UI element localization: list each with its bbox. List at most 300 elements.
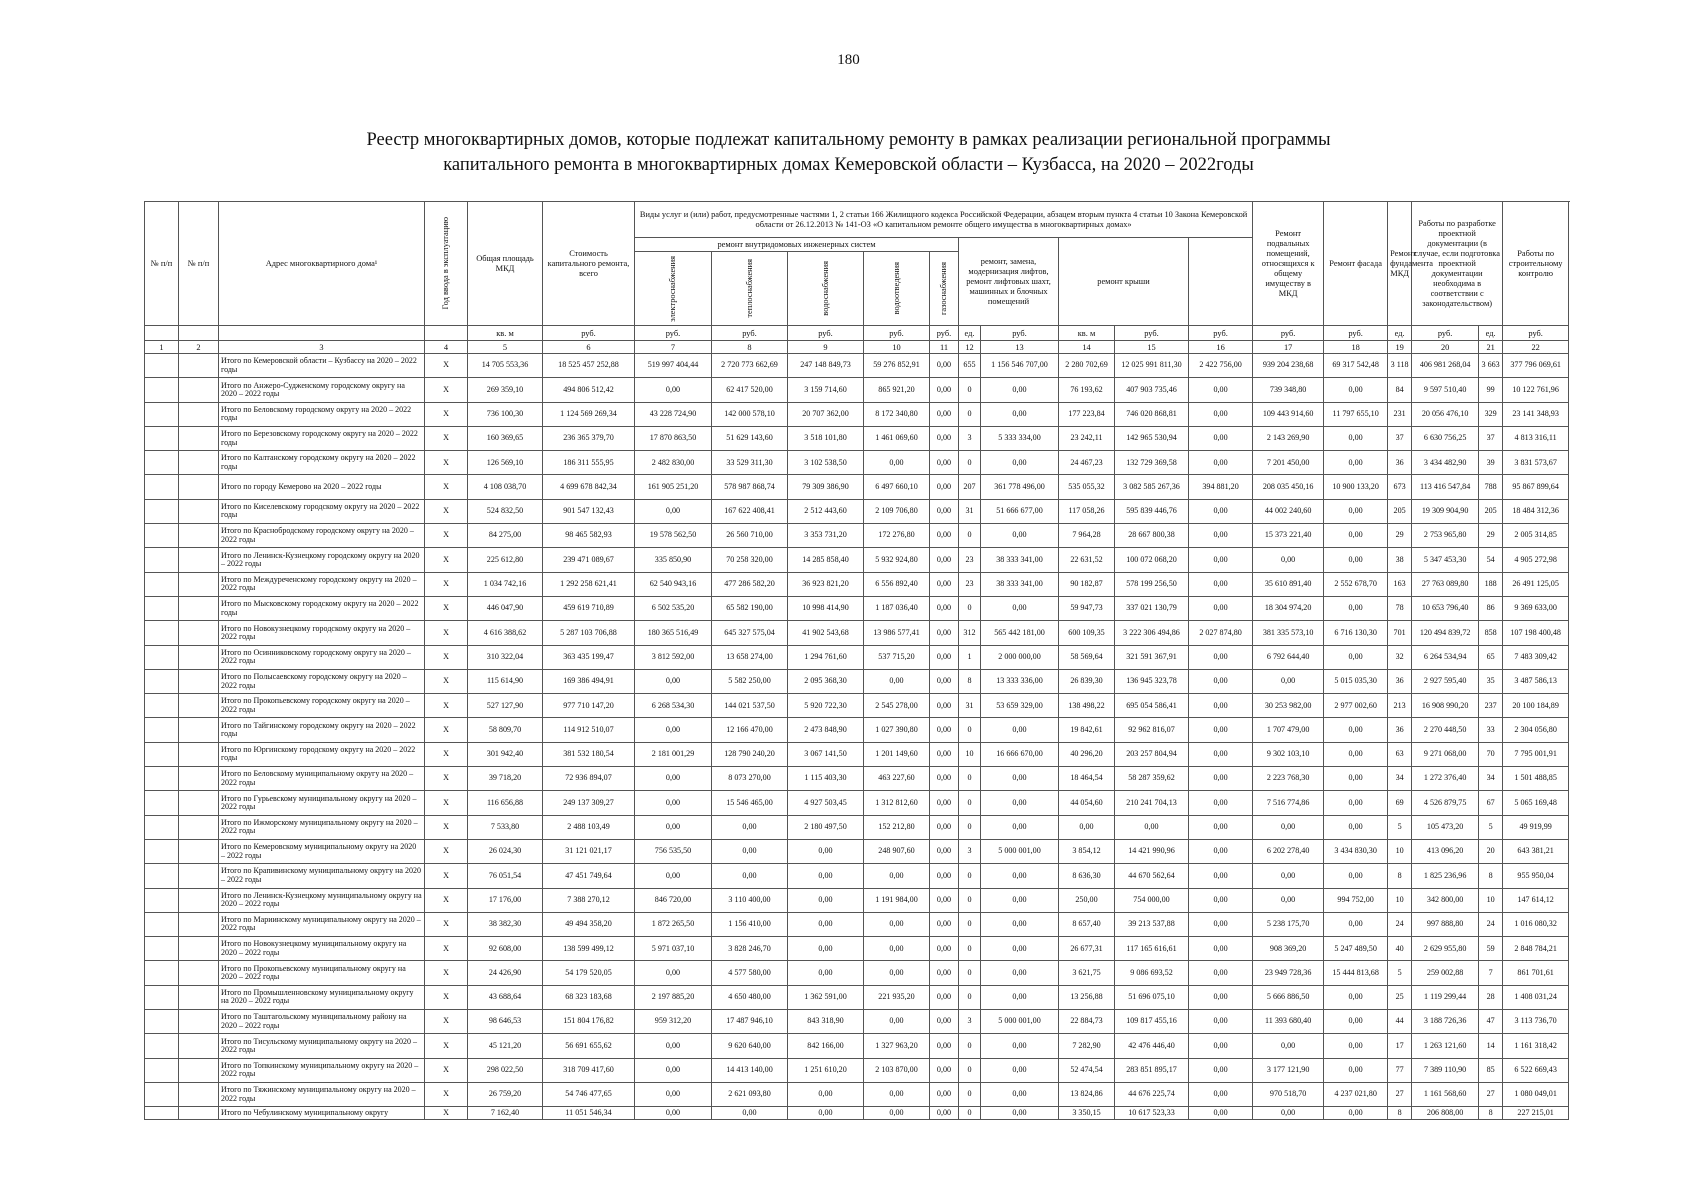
value-cell: 3 812 592,00 <box>635 645 712 669</box>
address-cell: Итого по Калтанскому городскому округу на 2020 – 2022 годы <box>219 451 425 475</box>
column-number-cell: 8 <box>712 341 788 354</box>
value-cell: 40 <box>1388 937 1412 961</box>
title-line-2: капитального ремонта в многоквартирных домах Кемеровской области – Кузбасса, на 2020 – 2022годы <box>443 155 1254 175</box>
address-cell: Итого по Юргинскому городскому округу на 2020 – 2022 годы <box>219 742 425 766</box>
column-number-cell: 17 <box>1253 341 1324 354</box>
value-cell: 0,00 <box>930 1082 959 1106</box>
value-cell: 59 947,73 <box>1059 596 1115 620</box>
value-cell: 0,00 <box>930 985 959 1009</box>
value-cell: 16 908 990,20 <box>1412 694 1479 718</box>
value-cell: 0 <box>959 767 981 791</box>
value-cell: 70 <box>1479 742 1503 766</box>
value-cell: 6 502 535,20 <box>635 596 712 620</box>
column-number-cell: 7 <box>635 341 712 354</box>
value-cell: 0,00 <box>1324 426 1388 450</box>
value-cell: 39 <box>1479 451 1503 475</box>
empty-cell <box>179 791 219 815</box>
value-cell: 756 535,50 <box>635 839 712 863</box>
unit-cell: ед. <box>959 326 981 341</box>
value-cell: 754 000,00 <box>1115 888 1189 912</box>
value-cell: 3 353 731,20 <box>788 524 864 548</box>
header-gas-label: газоснабжения <box>939 262 948 315</box>
header-lift: ремонт, замена, модернизация лифтов, ремонт лифтовых шахт, машинных и блочных помещений <box>959 238 1059 326</box>
empty-cell <box>145 888 179 912</box>
value-cell: 0,00 <box>788 937 864 961</box>
table-row <box>145 548 1569 572</box>
value-cell: 0,00 <box>981 791 1059 815</box>
value-cell: 0,00 <box>930 596 959 620</box>
value-cell: 18 464,54 <box>1059 767 1115 791</box>
value-cell: 0,00 <box>981 718 1059 742</box>
value-cell: 494 806 512,42 <box>543 378 635 402</box>
value-cell: 95 867 899,64 <box>1503 475 1569 499</box>
value-cell: 4 699 678 842,34 <box>543 475 635 499</box>
value-cell: 0,00 <box>1324 1010 1388 1034</box>
value-cell: 0,00 <box>1324 985 1388 1009</box>
value-cell: 9 302 103,10 <box>1253 742 1324 766</box>
value-cell: 0,00 <box>930 742 959 766</box>
value-cell: 10 900 133,20 <box>1324 475 1388 499</box>
value-cell: 0,00 <box>1189 961 1253 985</box>
value-cell: 535 055,32 <box>1059 475 1115 499</box>
value-cell: 1 187 036,40 <box>864 596 930 620</box>
value-cell: 0,00 <box>981 767 1059 791</box>
value-cell: 167 622 408,41 <box>712 499 788 523</box>
column-number-cell: 21 <box>1479 341 1503 354</box>
value-cell: 247 148 849,73 <box>788 354 864 378</box>
value-cell: 0,00 <box>635 791 712 815</box>
address-cell: Итого по Мариинскому муниципальному округу на 2020 – 2022 годы <box>219 912 425 936</box>
value-cell: 6 792 644,40 <box>1253 645 1324 669</box>
empty-cell <box>145 354 179 378</box>
value-cell: 58 809,70 <box>468 718 543 742</box>
value-cell: 34 <box>1479 767 1503 791</box>
address-cell: Итого по Прокопьевскому муниципальному округу на 2020 – 2022 годы <box>219 961 425 985</box>
value-cell: 67 <box>1479 791 1503 815</box>
value-cell: 0,00 <box>635 767 712 791</box>
value-cell: 0,00 <box>1324 864 1388 888</box>
address-cell: Итого по Тисульскому муниципальному округу на 2020 – 2022 годы <box>219 1034 425 1058</box>
value-cell: 0,00 <box>788 1107 864 1120</box>
value-cell: 3 <box>959 426 981 450</box>
value-cell: 0 <box>959 791 981 815</box>
table-row <box>145 937 1569 961</box>
table-row <box>145 621 1569 645</box>
value-cell: 0,00 <box>1189 791 1253 815</box>
value-cell: 22 884,73 <box>1059 1010 1115 1034</box>
value-cell: 595 839 446,76 <box>1115 499 1189 523</box>
value-cell: 3 082 585 267,36 <box>1115 475 1189 499</box>
address-cell: Итого по Киселевскому городскому округу на 2020 – 2022 годы <box>219 499 425 523</box>
value-cell: 0,00 <box>1324 815 1388 839</box>
header-address: Адрес многоквартирного дома¹ <box>219 202 425 326</box>
value-cell: 53 659 329,00 <box>981 694 1059 718</box>
address-cell: Итого по Тайгинскому городскому округу на 2020 – 2022 годы <box>219 718 425 742</box>
value-cell: 28 <box>1479 985 1503 1009</box>
value-cell: 0 <box>959 718 981 742</box>
value-cell: 0,00 <box>981 888 1059 912</box>
value-cell: 44 670 562,64 <box>1115 864 1189 888</box>
value-cell: 20 056 476,10 <box>1412 402 1479 426</box>
year-cell: X <box>425 426 468 450</box>
value-cell: 1 115 403,30 <box>788 767 864 791</box>
value-cell: 283 851 895,17 <box>1115 1058 1189 1082</box>
unit-cell: руб. <box>864 326 930 341</box>
value-cell: 138 599 499,12 <box>543 937 635 961</box>
value-cell: 0,00 <box>930 572 959 596</box>
empty-cell <box>145 426 179 450</box>
value-cell: 3 222 306 494,86 <box>1115 621 1189 645</box>
value-cell: 746 020 868,81 <box>1115 402 1189 426</box>
value-cell: 0,00 <box>1189 548 1253 572</box>
value-cell: 3 487 586,13 <box>1503 669 1569 693</box>
table-row <box>145 499 1569 523</box>
value-cell: 0,00 <box>930 791 959 815</box>
value-cell: 695 054 586,41 <box>1115 694 1189 718</box>
value-cell: 10 617 523,33 <box>1115 1107 1189 1120</box>
value-cell: 225 612,80 <box>468 548 543 572</box>
value-cell: 26 024,30 <box>468 839 543 863</box>
value-cell: 0,00 <box>981 912 1059 936</box>
value-cell: 865 921,20 <box>864 378 930 402</box>
value-cell: 109 817 455,16 <box>1115 1010 1189 1034</box>
value-cell: 301 942,40 <box>468 742 543 766</box>
year-cell: X <box>425 451 468 475</box>
value-cell: 10 <box>1388 888 1412 912</box>
value-cell: 269 359,10 <box>468 378 543 402</box>
value-cell: 463 227,60 <box>864 767 930 791</box>
value-cell: 0,00 <box>635 378 712 402</box>
year-cell: X <box>425 524 468 548</box>
value-cell: 3 434 482,90 <box>1412 451 1479 475</box>
empty-cell <box>145 475 179 499</box>
value-cell: 1 156 410,00 <box>712 912 788 936</box>
value-cell: 120 494 839,72 <box>1412 621 1479 645</box>
value-cell: 76 051,54 <box>468 864 543 888</box>
column-number-cell: 3 <box>219 341 425 354</box>
value-cell: 3 177 121,90 <box>1253 1058 1324 1082</box>
value-cell: 2 143 269,90 <box>1253 426 1324 450</box>
value-cell: 10 <box>959 742 981 766</box>
value-cell: 0,00 <box>981 937 1059 961</box>
value-cell: 0,00 <box>1189 1058 1253 1082</box>
empty-cell <box>179 694 219 718</box>
value-cell: 15 373 221,40 <box>1253 524 1324 548</box>
value-cell: 142 965 530,94 <box>1115 426 1189 450</box>
value-cell: 18 304 974,20 <box>1253 596 1324 620</box>
value-cell: 310 322,04 <box>468 645 543 669</box>
value-cell: 0,00 <box>930 1034 959 1058</box>
value-cell: 318 709 417,60 <box>543 1058 635 1082</box>
value-cell: 329 <box>1479 402 1503 426</box>
year-cell: X <box>425 572 468 596</box>
value-cell: 901 547 132,43 <box>543 499 635 523</box>
value-cell: 0,00 <box>1189 815 1253 839</box>
value-cell: 16 666 670,00 <box>981 742 1059 766</box>
value-cell: 2 512 443,60 <box>788 499 864 523</box>
header-electric-label: электроснабжения <box>668 255 677 322</box>
value-cell: 10 <box>1479 888 1503 912</box>
value-cell: 477 286 582,20 <box>712 572 788 596</box>
value-cell: 36 923 821,20 <box>788 572 864 596</box>
value-cell: 2 621 093,80 <box>712 1082 788 1106</box>
value-cell: 44 <box>1388 1010 1412 1034</box>
value-cell: 578 199 256,50 <box>1115 572 1189 596</box>
value-cell: 0,00 <box>1324 718 1388 742</box>
value-cell: 0,00 <box>635 864 712 888</box>
value-cell: 248 907,60 <box>864 839 930 863</box>
address-cell: Итого по Кемеровскому муниципальному округу на 2020 – 2022 годы <box>219 839 425 863</box>
value-cell: 20 707 362,00 <box>788 402 864 426</box>
value-cell: 9 086 693,52 <box>1115 961 1189 985</box>
value-cell: 36 <box>1388 718 1412 742</box>
value-cell: 1 251 610,20 <box>788 1058 864 1082</box>
header-heat <box>712 252 788 326</box>
header-sewer-label: водоотведения <box>891 262 901 315</box>
empty-cell <box>179 475 219 499</box>
value-cell: 0,00 <box>635 1058 712 1082</box>
year-cell: X <box>425 378 468 402</box>
value-cell: 0,00 <box>1324 742 1388 766</box>
empty-cell <box>179 815 219 839</box>
value-cell: 0,00 <box>864 864 930 888</box>
value-cell: 0,00 <box>930 888 959 912</box>
value-cell: 3 118 <box>1388 354 1412 378</box>
value-cell: 13 333 336,00 <box>981 669 1059 693</box>
table-row <box>145 451 1569 475</box>
value-cell: 0,00 <box>1189 1034 1253 1058</box>
value-cell: 45 121,20 <box>468 1034 543 1058</box>
value-cell: 0,00 <box>930 524 959 548</box>
value-cell: 0 <box>959 1107 981 1120</box>
value-cell: 0,00 <box>930 402 959 426</box>
value-cell: 99 <box>1479 378 1503 402</box>
address-cell: Итого по Ленинск-Кузнецкому городскому округу на 2020 – 2022 годы <box>219 548 425 572</box>
value-cell: 0,00 <box>1189 378 1253 402</box>
value-cell: 231 <box>1388 402 1412 426</box>
value-cell: 1 <box>959 645 981 669</box>
value-cell: 69 <box>1388 791 1412 815</box>
value-cell: 5 247 489,50 <box>1324 937 1388 961</box>
value-cell: 7 483 309,42 <box>1503 645 1569 669</box>
year-cell: X <box>425 839 468 863</box>
value-cell: 0,00 <box>981 1082 1059 1106</box>
value-cell: 13 824,86 <box>1059 1082 1115 1106</box>
year-cell: X <box>425 596 468 620</box>
value-cell: 8 657,40 <box>1059 912 1115 936</box>
value-cell: 206 808,00 <box>1412 1107 1479 1120</box>
value-cell: 142 000 578,10 <box>712 402 788 426</box>
value-cell: 8 073 270,00 <box>712 767 788 791</box>
empty-cell <box>145 791 179 815</box>
value-cell: 0,00 <box>930 961 959 985</box>
empty-cell <box>179 669 219 693</box>
value-cell: 0,00 <box>981 985 1059 1009</box>
year-cell: X <box>425 718 468 742</box>
value-cell: 65 582 190,00 <box>712 596 788 620</box>
column-number-cell: 12 <box>959 341 981 354</box>
value-cell: 0,00 <box>1189 767 1253 791</box>
year-cell: X <box>425 621 468 645</box>
value-cell: 0 <box>959 451 981 475</box>
value-cell: 51 666 677,00 <box>981 499 1059 523</box>
value-cell: 5 015 035,30 <box>1324 669 1388 693</box>
value-cell: 312 <box>959 621 981 645</box>
value-cell: 0 <box>959 937 981 961</box>
empty-cell <box>145 548 179 572</box>
value-cell: 85 <box>1479 1058 1503 1082</box>
value-cell: 3 110 400,00 <box>712 888 788 912</box>
value-cell: 9 369 633,00 <box>1503 596 1569 620</box>
value-cell: 0,00 <box>930 548 959 572</box>
year-cell: X <box>425 354 468 378</box>
empty-cell <box>179 645 219 669</box>
value-cell: 115 614,90 <box>468 669 543 693</box>
empty-cell <box>145 1010 179 1034</box>
value-cell: 54 179 520,05 <box>543 961 635 985</box>
value-cell: 210 241 704,13 <box>1115 791 1189 815</box>
value-cell: 0,00 <box>864 1107 930 1120</box>
value-cell: 524 832,50 <box>468 499 543 523</box>
value-cell: 98 646,53 <box>468 1010 543 1034</box>
value-cell: 0,00 <box>1189 1082 1253 1106</box>
value-cell: 970 518,70 <box>1253 1082 1324 1106</box>
value-cell: 9 620 640,00 <box>712 1034 788 1058</box>
empty-cell <box>145 645 179 669</box>
unit-cell: ед. <box>1388 326 1412 341</box>
empty-cell <box>179 718 219 742</box>
value-cell: 47 <box>1479 1010 1503 1034</box>
value-cell: 31 <box>959 499 981 523</box>
value-cell: 10 998 414,90 <box>788 596 864 620</box>
value-cell: 59 276 852,91 <box>864 354 930 378</box>
value-cell: 2 473 848,90 <box>788 718 864 742</box>
value-cell: 1 501 488,85 <box>1503 767 1569 791</box>
table-row <box>145 961 1569 985</box>
empty-cell <box>179 1107 219 1120</box>
value-cell: 20 <box>1479 839 1503 863</box>
value-cell: 8 172 340,80 <box>864 402 930 426</box>
column-number-cell: 9 <box>788 341 864 354</box>
value-cell: 2 304 056,80 <box>1503 718 1569 742</box>
value-cell: 136 945 323,78 <box>1115 669 1189 693</box>
value-cell: 0 <box>959 815 981 839</box>
value-cell: 5 971 037,10 <box>635 937 712 961</box>
value-cell: 76 193,62 <box>1059 378 1115 402</box>
value-cell: 0,00 <box>788 839 864 863</box>
table-row <box>145 694 1569 718</box>
value-cell: 2 482 830,00 <box>635 451 712 475</box>
value-cell: 0,00 <box>930 694 959 718</box>
value-cell: 321 591 367,91 <box>1115 645 1189 669</box>
value-cell: 8 <box>1388 864 1412 888</box>
header-npp-2: № п/п <box>179 202 219 326</box>
value-cell: 1 156 546 707,00 <box>981 354 1059 378</box>
value-cell: 11 797 655,10 <box>1324 402 1388 426</box>
address-cell: Итого по Кемеровской области – Кузбассу на 2020 – 2022 годы <box>219 354 425 378</box>
value-cell: 0 <box>959 524 981 548</box>
value-cell: 0,00 <box>930 645 959 669</box>
value-cell: 0,00 <box>1189 694 1253 718</box>
registry-body <box>145 354 1569 1120</box>
address-cell: Итого по Беловскому муниципальному округу на 2020 – 2022 годы <box>219 767 425 791</box>
value-cell: 0,00 <box>1253 815 1324 839</box>
value-cell: 0,00 <box>1253 1034 1324 1058</box>
value-cell: 213 <box>1388 694 1412 718</box>
empty-cell <box>145 402 179 426</box>
value-cell: 47 451 749,64 <box>543 864 635 888</box>
value-cell: 655 <box>959 354 981 378</box>
table-row <box>145 791 1569 815</box>
empty-cell <box>179 961 219 985</box>
empty-cell <box>179 888 219 912</box>
empty-cell <box>179 402 219 426</box>
value-cell: 0,00 <box>635 815 712 839</box>
value-cell: 0,00 <box>930 451 959 475</box>
value-cell: 42 476 446,40 <box>1115 1034 1189 1058</box>
value-cell: 0,00 <box>1189 888 1253 912</box>
value-cell: 58 287 359,62 <box>1115 767 1189 791</box>
value-cell: 0,00 <box>930 621 959 645</box>
value-cell: 413 096,20 <box>1412 839 1479 863</box>
empty-cell <box>179 839 219 863</box>
empty-cell <box>145 451 179 475</box>
value-cell: 27 <box>1388 1082 1412 1106</box>
value-cell: 52 474,54 <box>1059 1058 1115 1082</box>
value-cell: 25 <box>1388 985 1412 1009</box>
value-cell: 2 095 368,30 <box>788 669 864 693</box>
value-cell: 161 905 251,20 <box>635 475 712 499</box>
value-cell: 38 333 341,00 <box>981 548 1059 572</box>
value-cell: 0,00 <box>1189 1107 1253 1120</box>
value-cell: 406 981 268,04 <box>1412 354 1479 378</box>
value-cell: 0,00 <box>635 961 712 985</box>
header-works: Виды услуг и (или) работ, предусмотренные частями 1, 2 статьи 166 Жилищного кодекса Российской Федерации, абзацем вторым пункта 4 статьи 10 Закона Кемеровской области от 26.12.2013 № 141-ОЗ «О капитальном ремонте общего имущества в многоквартирных домах» <box>635 202 1253 238</box>
value-cell: 33 529 311,30 <box>712 451 788 475</box>
value-cell: 126 569,10 <box>468 451 543 475</box>
value-cell: 227 215,01 <box>1503 1107 1569 1120</box>
value-cell: 2 720 773 662,69 <box>712 354 788 378</box>
value-cell: 0,00 <box>1324 645 1388 669</box>
value-cell: 62 540 943,16 <box>635 572 712 596</box>
value-cell: 843 318,90 <box>788 1010 864 1034</box>
empty-cell <box>145 937 179 961</box>
value-cell: 14 413 140,00 <box>712 1058 788 1082</box>
value-cell: 0,00 <box>1189 402 1253 426</box>
value-cell: 2 927 595,40 <box>1412 669 1479 693</box>
column-number-cell: 13 <box>981 341 1059 354</box>
value-cell: 673 <box>1388 475 1412 499</box>
value-cell: 6 716 130,30 <box>1324 621 1388 645</box>
value-cell: 0 <box>959 402 981 426</box>
header-sewer <box>864 252 930 326</box>
address-cell: Итого по Новокузнецкому городскому округу на 2020 – 2022 годы <box>219 621 425 645</box>
table-row <box>145 596 1569 620</box>
table-row <box>145 1107 1569 1120</box>
value-cell: 28 667 800,38 <box>1115 524 1189 548</box>
column-number-cell: 19 <box>1388 341 1412 354</box>
value-cell: 17 <box>1388 1034 1412 1058</box>
value-cell: 0,00 <box>1189 645 1253 669</box>
value-cell: 959 312,20 <box>635 1010 712 1034</box>
value-cell: 7 201 450,00 <box>1253 451 1324 475</box>
value-cell: 0,00 <box>1324 499 1388 523</box>
value-cell: 5 287 103 706,88 <box>543 621 635 645</box>
value-cell: 12 025 991 811,30 <box>1115 354 1189 378</box>
value-cell: 23 <box>959 548 981 572</box>
value-cell: 30 253 982,00 <box>1253 694 1324 718</box>
year-cell: X <box>425 548 468 572</box>
